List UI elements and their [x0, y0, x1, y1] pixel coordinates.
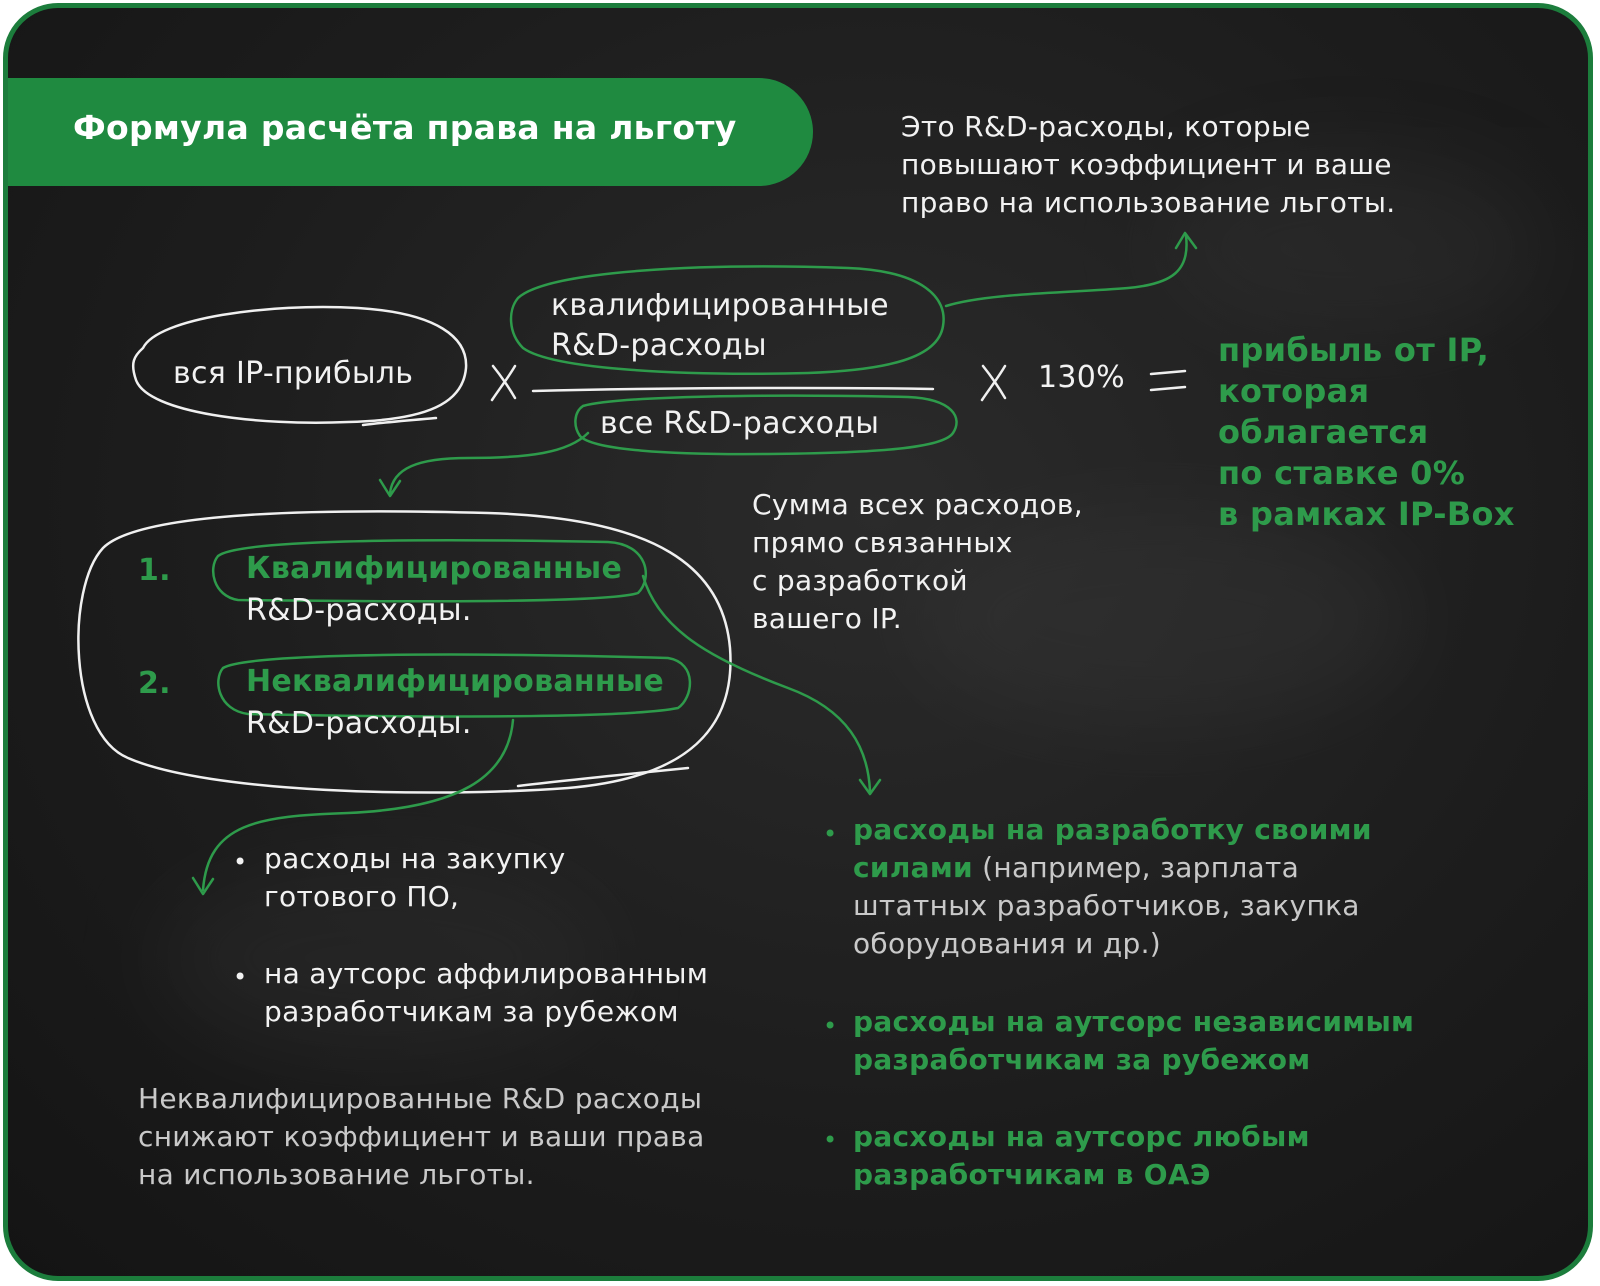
bullet-icon: • — [233, 963, 248, 991]
chalkboard — [3, 3, 1593, 1281]
formula-numerator: квалифицированные R&D-расходы — [551, 288, 889, 363]
type-2-number: 2. — [138, 666, 171, 701]
sum-note: Сумма всех расходов, прямо связанных с разработкой вашего IP. — [752, 488, 1083, 635]
type-1: Квалифицированные R&D-расходы. — [246, 551, 623, 628]
type-1-number: 1. — [138, 553, 171, 588]
qualified-item-2: расходы на аутсорс независимым разработчикам за рубежом — [853, 1005, 1415, 1076]
page-title: Формула расчёта права на льготу — [73, 108, 737, 147]
equals-mark — [1151, 371, 1185, 390]
arrow-to-top-note — [946, 236, 1187, 306]
bullet-icon: • — [233, 848, 248, 876]
formula-denominator: все R&D-расходы — [600, 406, 880, 441]
formula-percent: 130% — [1038, 360, 1125, 395]
top-note: Это R&D-расходы, которые повышают коэффициент и ваше право на использование льготы. — [901, 110, 1396, 219]
nonqualified-item-2: на аутсорс аффилированным разработчикам за рубежом — [264, 957, 709, 1028]
bullet-icon: • — [823, 1126, 838, 1154]
times-1-mark — [492, 366, 515, 400]
bullet-icon: • — [823, 1012, 838, 1040]
bullet-icon: • — [823, 820, 838, 848]
type-2: Неквалифицированные R&D-расходы. — [246, 664, 665, 741]
qualified-item-3: расходы на аутсорс любым разработчикам в ОАЭ — [853, 1120, 1310, 1191]
fraction-bar — [533, 388, 933, 391]
formula-ip-profit: вся IP-прибыль — [173, 356, 414, 391]
qualified-item-1: расходы на разработку своими силами (например, зарплата штатных разработчиков, закупка оборудования и др.) — [853, 813, 1372, 960]
formula-result: прибыль от IP, которая облагается по ставке 0% в рамках IP-Box — [1218, 331, 1515, 533]
nonqualified-note: Неквалифицированные R&D расходы снижают коэффициент и ваши права на использование льготы. — [138, 1082, 705, 1191]
nonqualified-item-1: расходы на закупку готового ПО, — [264, 842, 566, 913]
arrow-to-types — [390, 433, 588, 493]
times-2-mark — [982, 366, 1005, 400]
